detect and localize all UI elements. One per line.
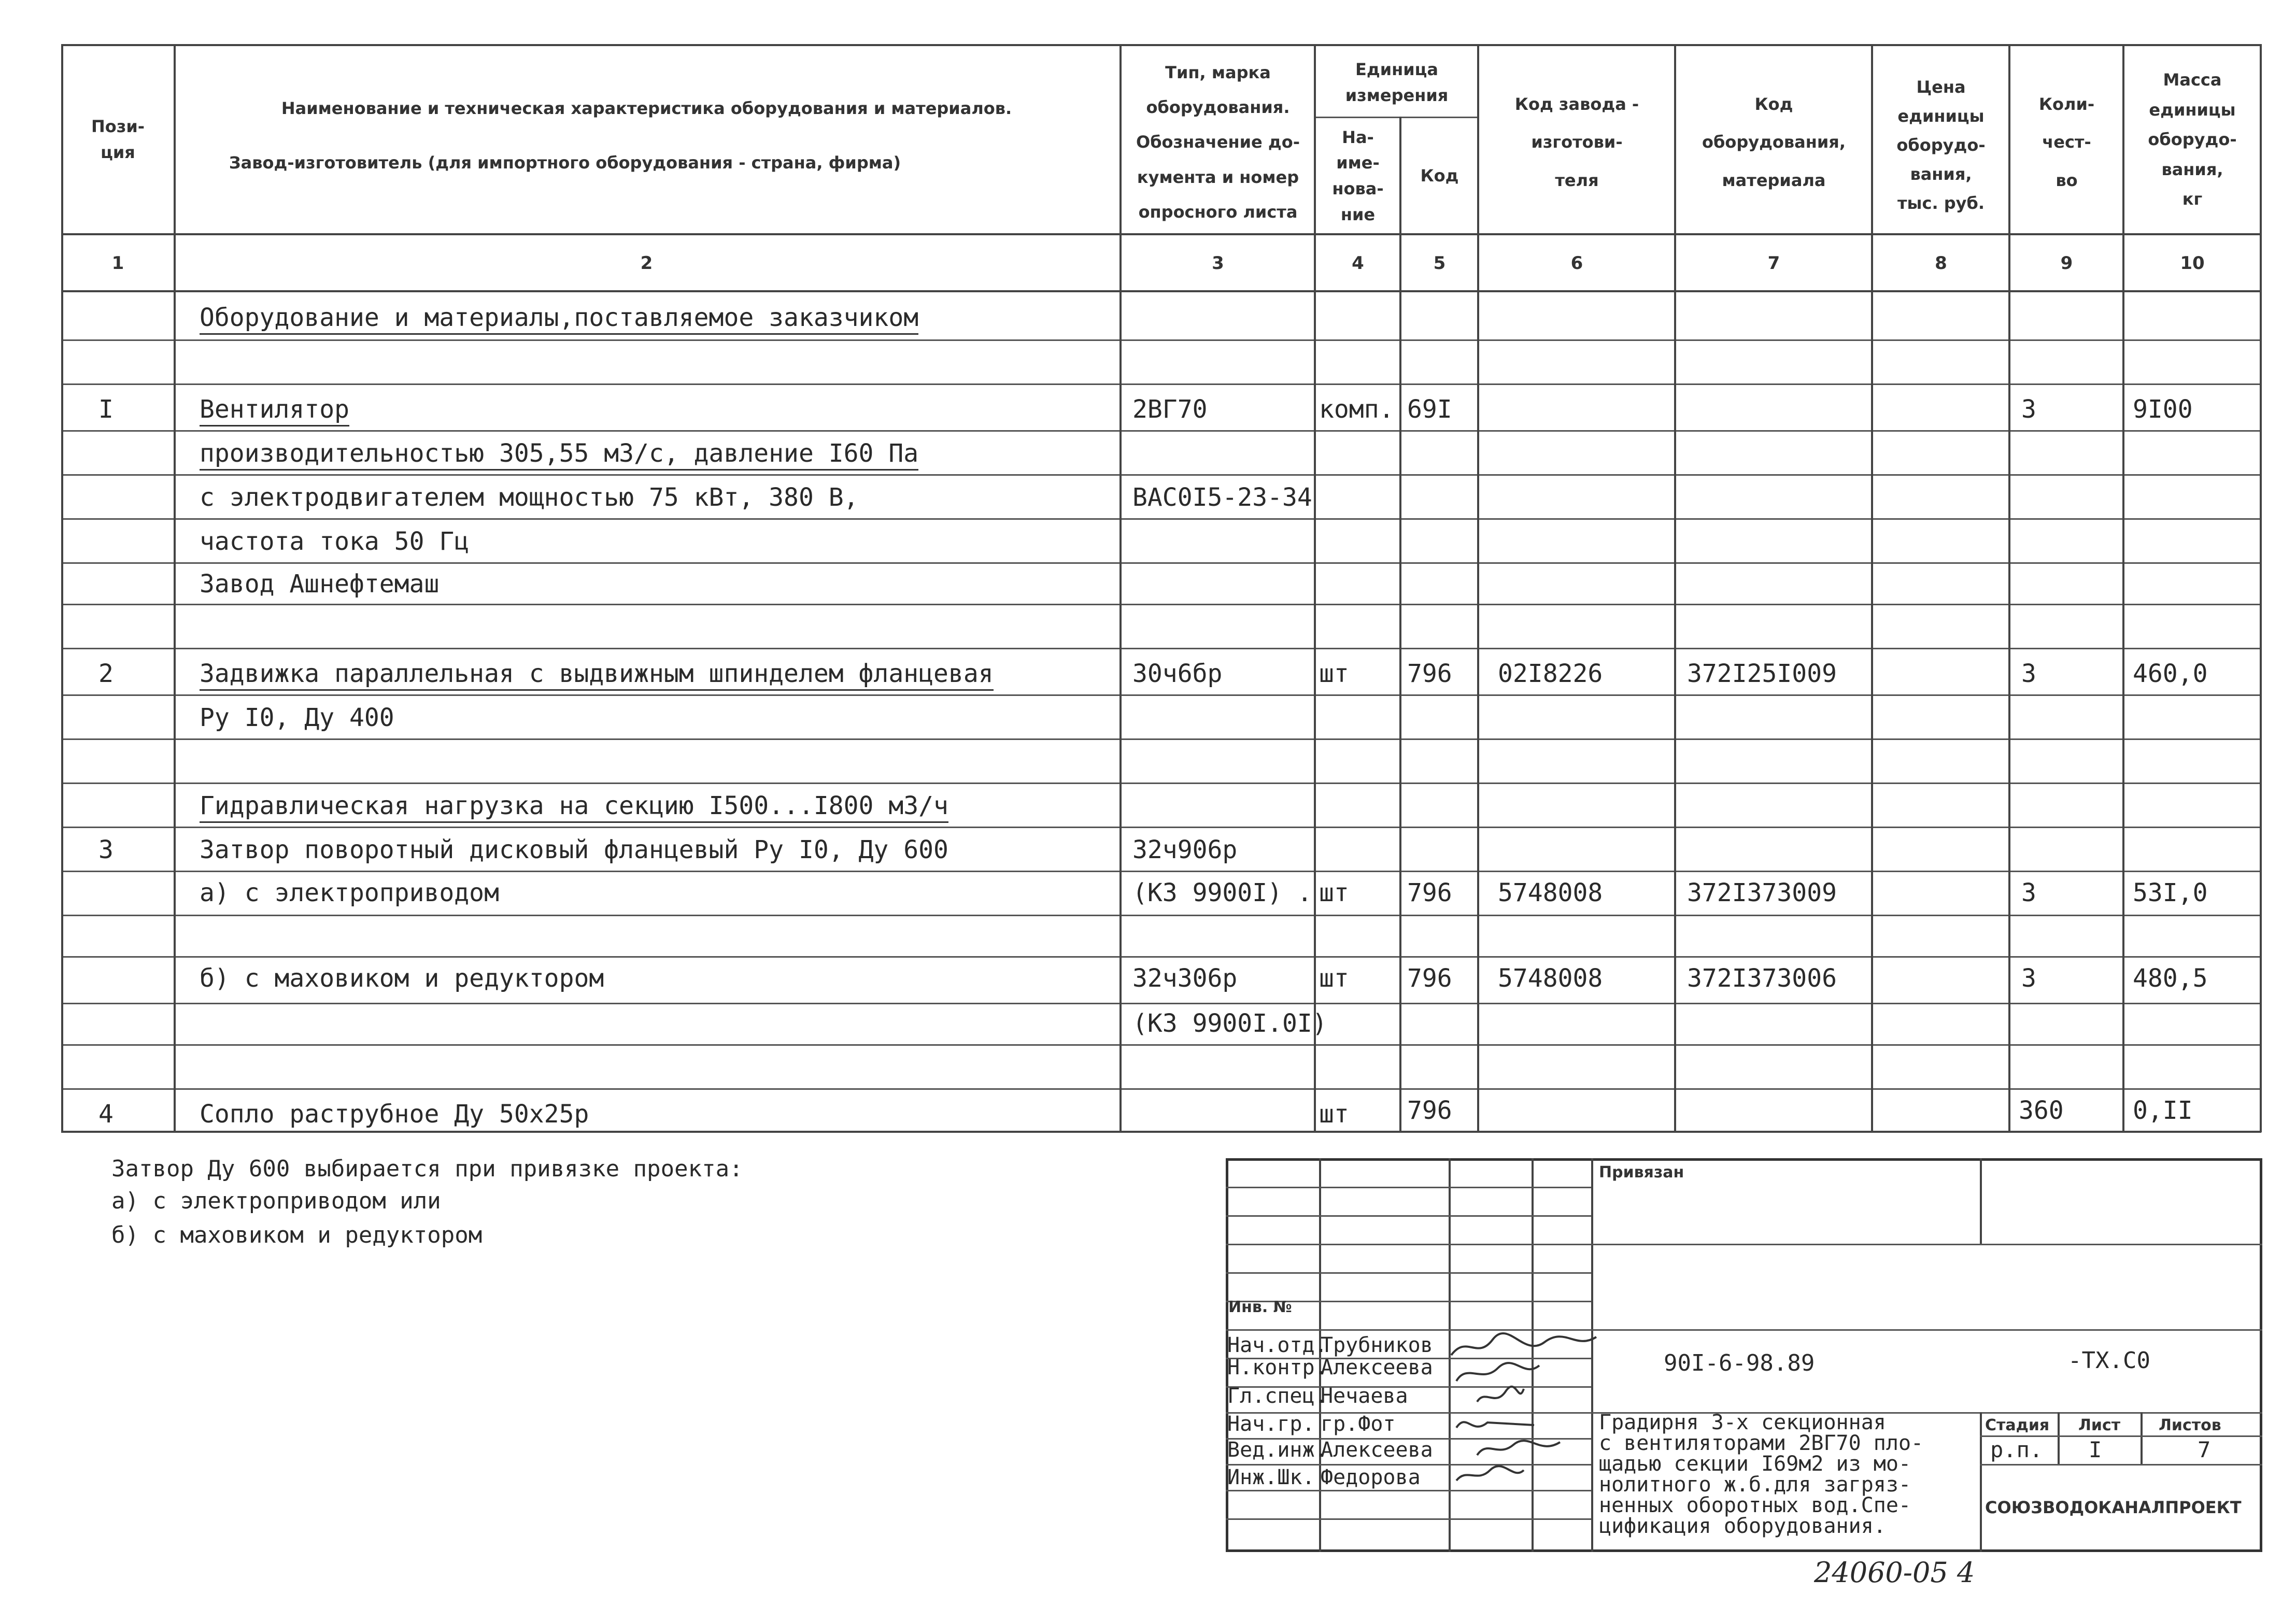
tb-row-line [1226,1187,1591,1188]
position-cell: 3 [98,835,114,864]
tb-row-line [1226,1272,1591,1274]
row-line [61,782,2261,784]
tb-role: Нач.гр. [1227,1412,1315,1436]
col-line [1399,117,1401,1132]
quantity-cell: 360 [2019,1096,2064,1125]
row-line [61,648,2261,649]
tb-stage-label: Стадия [1985,1416,2050,1434]
row-line [61,474,2261,476]
type-cell: 2ВГ70 [1132,395,1208,424]
row-line [61,1044,2261,1046]
header-bottom-line [61,233,2261,235]
quantity-cell: 3 [2021,964,2036,993]
col-line [2260,44,2262,1132]
unit-code-cell: 796 [1407,964,1452,993]
tb-description: Градирня 3-х секционная с вентиляторами 2ВГ70 пло- щадью секции I69м2 из мо- нолитного ж.б.для загряз- ненных оборотных вод.Спе- цификация оборудования. [1599,1411,1924,1538]
col-line [2008,44,2010,1132]
equipment-code-cell: 372I373009 [1687,878,1837,907]
col-line [1674,44,1676,1132]
quantity-cell: 3 [2021,395,2036,424]
header-plant-code: Код завода - изготови- теля [1514,94,1639,190]
tb-role: Гл.спец. [1227,1384,1327,1408]
tb-privyazan: Привязан [1599,1163,1684,1182]
tb-sheet: I [2089,1437,2102,1462]
unit-cell: шт [1319,659,1349,688]
row-line [61,383,2261,385]
type-cell: 32ч306р [1132,964,1238,993]
row-line [61,871,2261,872]
type-cell: (КЗ 9900I.0I) [1132,1009,1327,1038]
name-cell: Ру I0, Ду 400 [200,703,394,732]
col-number: 10 [2180,253,2205,274]
tb-row-line [1980,1464,2262,1466]
tb-role: Нач.отд. [1227,1333,1327,1357]
plant-code-cell: 5748008 [1498,878,1603,907]
mass-cell: 9I00 [2133,395,2193,424]
plant-code-cell: 02I8226 [1498,659,1603,688]
note-line: Затвор Ду 600 выбирается при привязке проекта: [111,1156,743,1182]
row-line [61,339,2261,341]
tb-doc-suffix: -ТХ.С0 [2068,1347,2150,1374]
col-number: 4 [1352,253,1364,274]
tb-name: Нечаева [1321,1384,1408,1408]
section-title: Оборудование и материалы,поставляемое заказчиком [200,302,918,335]
signature-mark [1451,1410,1539,1438]
tb-doc-number: 90I-6-98.89 [1664,1350,1815,1376]
name-cell: Завод Ашнефтемаш [200,570,440,599]
type-cell: ВАС0I5-23-34 [1132,483,1312,512]
tb-name: гр.Фот [1321,1412,1396,1436]
header-type: Тип, марка оборудования. Обозначение до- кумента и номер опросного листа [1136,63,1300,222]
tb-inv: Инв. № [1228,1298,1292,1316]
tb-role: Инж.Шк. [1227,1466,1315,1489]
type-cell: (КЗ 9900I) . [1132,878,1312,907]
equipment-code-cell: 372I25I009 [1687,659,1837,688]
signature-mark [1451,1462,1529,1488]
header-position: Пози- ция [91,117,145,162]
col-number: 5 [1433,253,1446,274]
unit-code-cell: 796 [1407,659,1452,688]
mass-cell: 460,0 [2133,659,2208,688]
position-cell: 4 [98,1100,114,1129]
unit-cell: шт [1319,1100,1349,1129]
col-number: 3 [1212,253,1224,274]
tb-col-line [2058,1412,2060,1464]
col-line [1871,44,1873,1132]
col-number: 6 [1570,253,1583,274]
col-line [1314,44,1316,1132]
archive-stamp: 24060-05 4 [1814,1556,1975,1589]
tb-sheets-label: Листов [2159,1416,2221,1434]
row-line [61,562,2261,564]
col-number: 8 [1935,253,1947,274]
signature-mark [1472,1434,1565,1463]
name-cell: Задвижка параллельная с выдвижным шпинделем фланцевая [200,658,994,691]
row-line [61,738,2261,740]
row-line [61,915,2261,916]
name-cell: Вентилятор [200,394,349,426]
tb-name: Трубников [1321,1333,1433,1357]
unit-code-cell: 69I [1407,395,1452,424]
tb-row-line [1226,1244,2262,1245]
tb-col-line [2141,1412,2143,1464]
note-line: б) с маховиком и редуктором [111,1222,483,1248]
position-cell: 2 [98,659,114,688]
unit-cell: шт [1319,964,1349,993]
tb-row-line [1226,1215,1591,1217]
tb-name: Алексеева [1321,1438,1433,1462]
name-cell: Затвор поворотный дисковый фланцевый Ру I0, Ду 600 [200,835,948,864]
header-name-line1: Наименование и техническая характеристика оборудования и материалов. [281,98,1012,119]
col-line [1119,44,1122,1132]
type-cell: 30ч6бр [1132,659,1223,688]
unit-header-divider [1314,117,1477,118]
position-cell: I [98,395,114,424]
equipment-code-cell: 372I373006 [1687,964,1837,993]
plant-code-cell: 5748008 [1498,964,1603,993]
name-cell: Гидравлическая нагрузка на секцию I500...I800 м3/ч [200,790,948,823]
quantity-cell: 3 [2021,659,2036,688]
signature-mark [1472,1381,1529,1412]
table-bottom-line [61,1131,2261,1133]
col-number: 2 [640,253,653,274]
row-line [61,827,2261,828]
tb-row-line [1226,1518,1591,1520]
row-line [61,694,2261,696]
name-cell: а) с электроприводом [200,878,499,907]
tb-organization: СОЮЗВОДОКАНАЛПРОЕКТ [1985,1498,2242,1517]
tb-col-line [1980,1158,1982,1244]
header-quantity: Коли- чест- во [2038,94,2095,190]
col-line [1477,44,1479,1132]
header-equipment-code: Код оборудования, материала [1702,94,1846,190]
tb-row-line [1226,1329,2262,1331]
type-cell: 32ч906р [1132,835,1238,864]
col-line [2122,44,2124,1132]
col-number: 1 [111,253,124,274]
col-number: 7 [1767,253,1780,274]
name-cell: б) с маховиком и редуктором [200,964,604,993]
header-unit-name: На- име- нова- ние [1332,127,1384,224]
unit-cell: шт [1319,878,1349,907]
tb-role: Вед.инж. [1227,1438,1327,1462]
row-line [61,1088,2261,1090]
tb-sheet-label: Лист [2078,1416,2121,1434]
row-line [61,604,2261,605]
tb-name: Федорова [1321,1466,1421,1489]
name-cell: Сопло раструбное Ду 50х25р [200,1100,589,1129]
mass-cell: 480,5 [2133,964,2208,993]
table-top-line [61,44,2261,46]
unit-code-cell: 796 [1407,878,1452,907]
header-mass: Масса единицы оборудо- вания, кг [2148,70,2237,209]
unit-code-cell: 796 [1407,1096,1452,1125]
col-line [174,44,176,1132]
note-line: а) с электроприводом или [111,1188,441,1214]
col-number: 9 [2060,253,2073,274]
quantity-cell: 3 [2021,878,2036,907]
tb-sheets: 7 [2198,1437,2211,1462]
row-line [61,518,2261,520]
row-line [61,956,2261,958]
name-cell: производительностью 305,55 м3/с, давление I60 Па [200,438,918,471]
header-unit: Единица измерения [1345,60,1449,105]
tb-name: Алексеева [1321,1356,1433,1379]
header-price: Цена единицы оборудо- вания, тыс. руб. [1896,77,1986,213]
mass-cell: 0,II [2133,1096,2193,1125]
tb-col-line [1980,1412,1982,1552]
name-cell: с электродвигателем мощностью 75 кВт, 380 В, [200,483,859,512]
header-name-line2: Завод-изготовитель (для импортного оборудования - страна, фирма) [229,153,901,173]
mass-cell: 53I,0 [2133,878,2208,907]
col-numbers-bottom-line [61,290,2261,292]
name-cell: частота тока 50 Гц [200,527,470,556]
tb-stage: р.п. [1990,1437,2043,1462]
header-unit-code: Код [1420,166,1459,186]
row-line [61,1003,2261,1004]
row-line [61,430,2261,432]
tb-role: Н.контр. [1227,1356,1327,1379]
unit-cell: комп. [1319,395,1394,424]
